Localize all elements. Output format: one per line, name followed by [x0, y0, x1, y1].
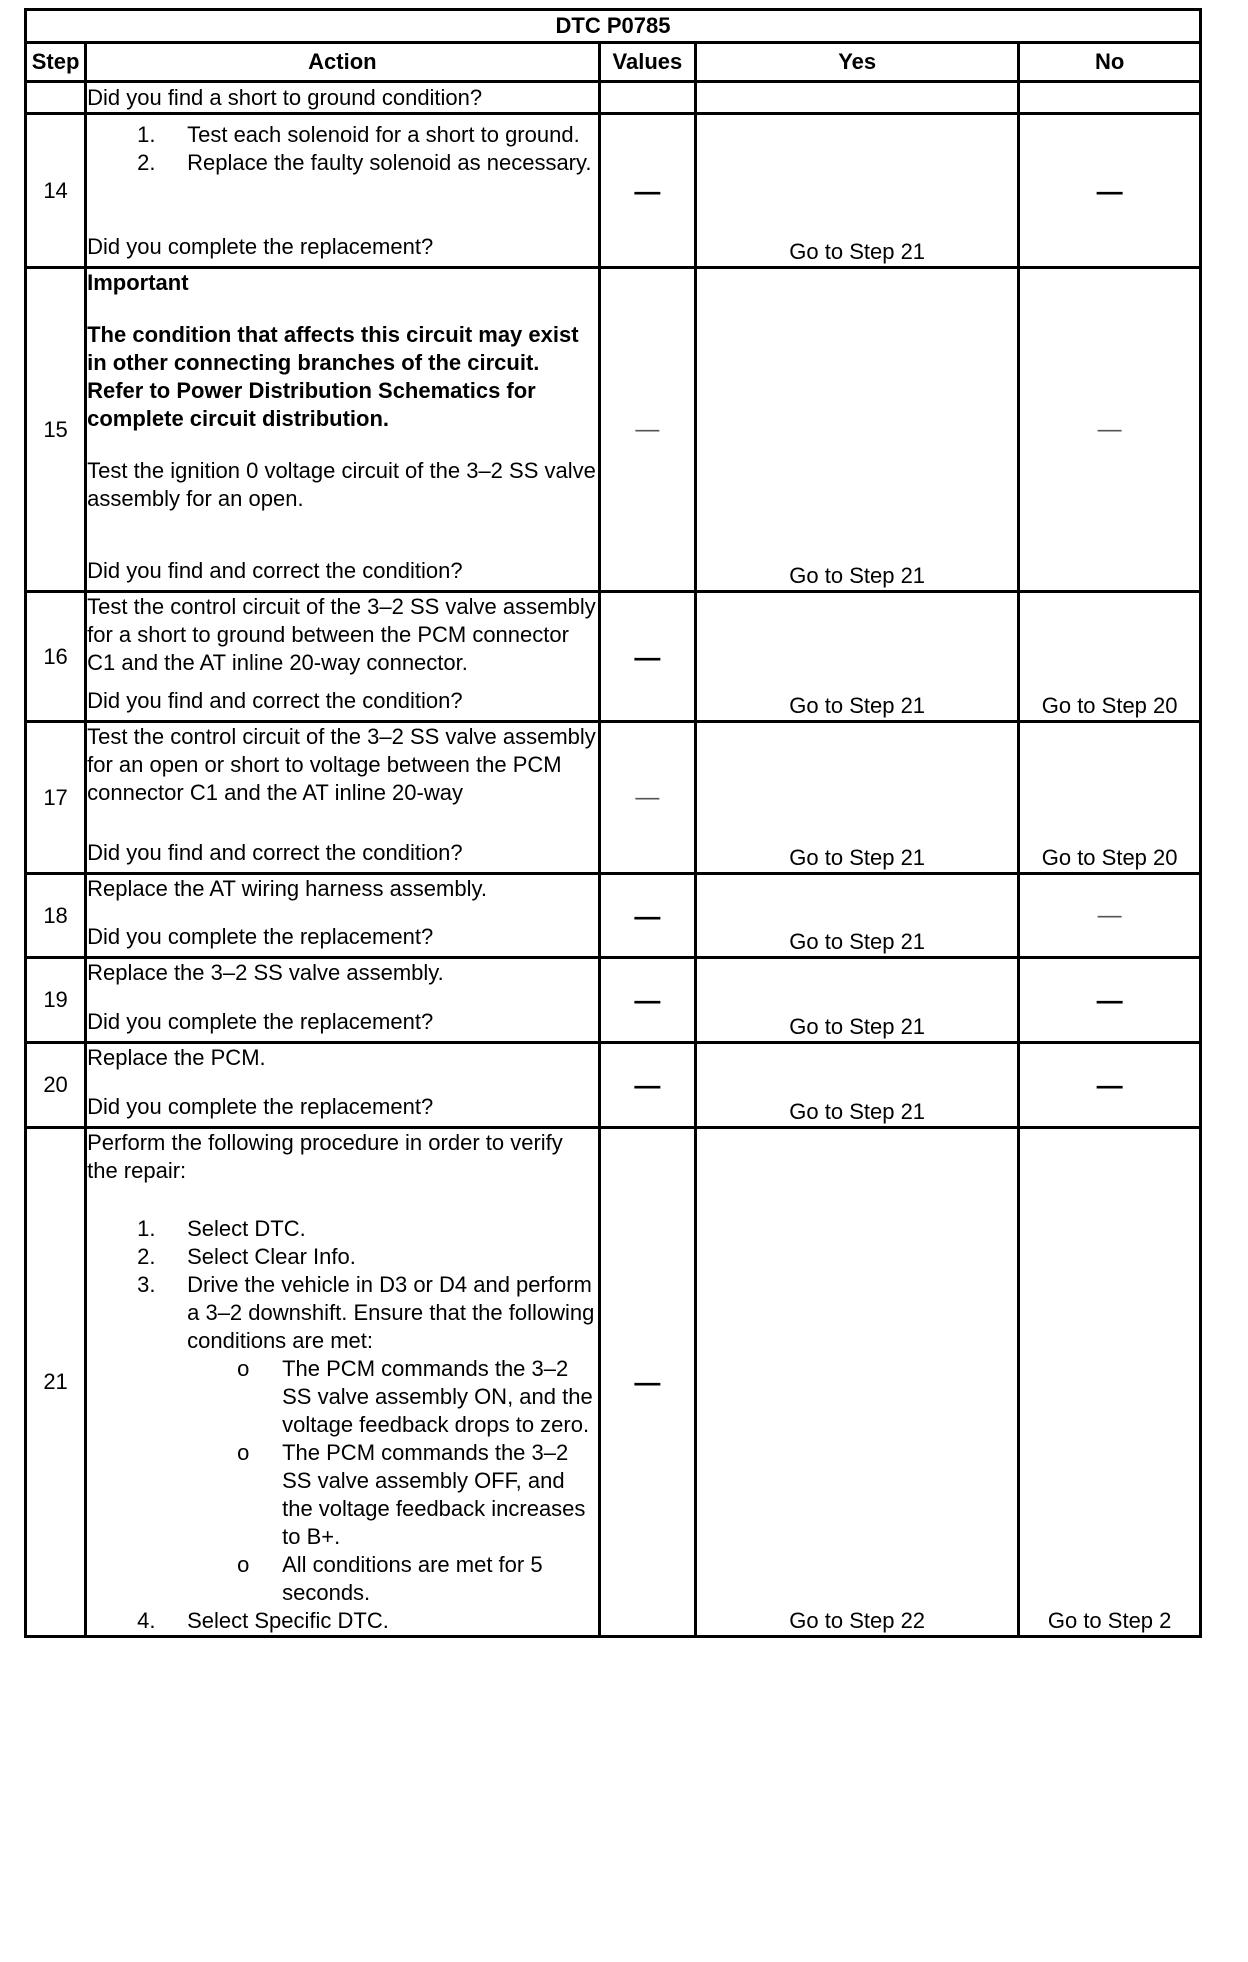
action-text: Replace the PCM.: [87, 1045, 266, 1070]
header-step: Step: [26, 43, 86, 82]
action-cell: [86, 592, 600, 722]
action-text: Replace the 3–2 SS valve assembly.: [87, 960, 444, 985]
table-row: [26, 268, 1201, 592]
step-number: 21: [26, 1128, 86, 1637]
yes-cell: Go to Step 21: [696, 722, 1019, 874]
table-row: [26, 592, 1201, 722]
step-cell: [26, 82, 86, 114]
action-text: Test the control circuit of the 3–2 SS valve assembly for a short to ground between the PCM connector C1 and the AT inline 20-way connector.: [87, 594, 596, 675]
bullet-list: [87, 1355, 598, 1607]
action-cell: [86, 722, 600, 874]
table-row: [26, 958, 1201, 1043]
table-row: [26, 722, 1201, 874]
action-cell: [86, 1043, 600, 1128]
header-no: No: [1019, 43, 1201, 82]
action-question: Did you find and correct the condition?: [87, 688, 463, 713]
no-cell: —: [1019, 114, 1201, 268]
table-row: [26, 1128, 1201, 1637]
step-number: 14: [26, 114, 86, 268]
list-item: 2. Replace the faulty solenoid as necessary.: [137, 150, 592, 175]
action-question: Did you complete the replacement?: [87, 234, 434, 259]
header-yes: Yes: [696, 43, 1019, 82]
action-question: Did you find a short to ground condition?: [86, 82, 600, 114]
no-cell: Go to Step 20: [1019, 722, 1201, 874]
header-values: Values: [599, 43, 695, 82]
list-item: 4. Select Specific DTC.: [137, 1608, 389, 1633]
no-cell: Go to Step 20: [1019, 592, 1201, 722]
step-number: 15: [26, 268, 86, 592]
action-text: Test the control circuit of the 3–2 SS valve assembly for an open or short to voltage between the PCM connector C1 and the AT inline 20-way: [87, 724, 596, 805]
action-question: Did you complete the replacement?: [87, 1094, 434, 1119]
step-number: 16: [26, 592, 86, 722]
numbered-list: [87, 1607, 598, 1635]
action-question: Did you find and correct the condition?: [87, 840, 463, 865]
step-number: 19: [26, 958, 86, 1043]
values-cell: —: [599, 592, 695, 722]
yes-cell: Go to Step 21: [696, 592, 1019, 722]
action-question: Did you complete the replacement?: [87, 1009, 434, 1034]
values-cell: —: [599, 874, 695, 958]
action-cell: [86, 268, 600, 592]
action-text: Perform the following procedure in order to verify the repair:: [87, 1130, 563, 1183]
table-row: [26, 1043, 1201, 1128]
yes-cell: Go to Step 21: [696, 268, 1019, 592]
yes-cell: Go to Step 21: [696, 114, 1019, 268]
list-item: o The PCM commands the 3–2 SS valve assembly OFF, and the voltage feedback increases to B+.: [237, 1440, 586, 1549]
important-text: The condition that affects this circuit may exist in other connecting branches of the circuit. Refer to Power Distribution Schematics for complete circuit distribution.: [87, 322, 579, 431]
numbered-list: [87, 121, 598, 177]
action-cell: [86, 1128, 600, 1637]
step-number: 17: [26, 722, 86, 874]
action-text: Test the ignition 0 voltage circuit of the 3–2 SS valve assembly for an open.: [87, 458, 596, 511]
list-item: 1. Test each solenoid for a short to ground.: [137, 122, 580, 147]
no-cell: —: [1019, 268, 1201, 592]
no-cell: Go to Step 2: [1019, 1128, 1201, 1637]
table-row: [26, 82, 1201, 114]
numbered-list: [87, 1215, 598, 1355]
table-row: [26, 874, 1201, 958]
step-number: 20: [26, 1043, 86, 1128]
list-item: 3. Drive the vehicle in D3 or D4 and perform a 3–2 downshift. Ensure that the following conditions are met:: [137, 1272, 595, 1353]
list-item: 1. Select DTC.: [137, 1216, 306, 1241]
values-cell: —: [599, 114, 695, 268]
table-row: [26, 114, 1201, 268]
action-cell: [86, 874, 600, 958]
no-cell: —: [1019, 874, 1201, 958]
values-cell: —: [599, 268, 695, 592]
table-title: DTC P0785: [26, 10, 1201, 43]
no-cell: —: [1019, 1043, 1201, 1128]
yes-cell: Go to Step 21: [696, 1043, 1019, 1128]
action-cell: [86, 114, 600, 268]
values-cell: —: [599, 1043, 695, 1128]
list-item: o The PCM commands the 3–2 SS valve assembly ON, and the voltage feedback drops to zero.: [237, 1356, 593, 1437]
dtc-table: [24, 8, 1202, 1638]
action-text: Replace the AT wiring harness assembly.: [87, 876, 487, 901]
list-item: o All conditions are met for 5 seconds.: [237, 1552, 543, 1605]
values-cell: —: [599, 958, 695, 1043]
action-question: Did you complete the replacement?: [87, 924, 434, 949]
no-cell: —: [1019, 958, 1201, 1043]
yes-cell: Go to Step 22: [696, 1128, 1019, 1637]
yes-cell: Go to Step 21: [696, 874, 1019, 958]
action-cell: [86, 958, 600, 1043]
step-number: 18: [26, 874, 86, 958]
important-heading: Important: [87, 270, 189, 295]
values-cell: —: [599, 722, 695, 874]
header-action: Action: [86, 43, 600, 82]
action-question: Did you find and correct the condition?: [87, 558, 463, 583]
list-item: 2. Select Clear Info.: [137, 1244, 356, 1269]
yes-cell: Go to Step 21: [696, 958, 1019, 1043]
values-cell: —: [599, 1128, 695, 1637]
